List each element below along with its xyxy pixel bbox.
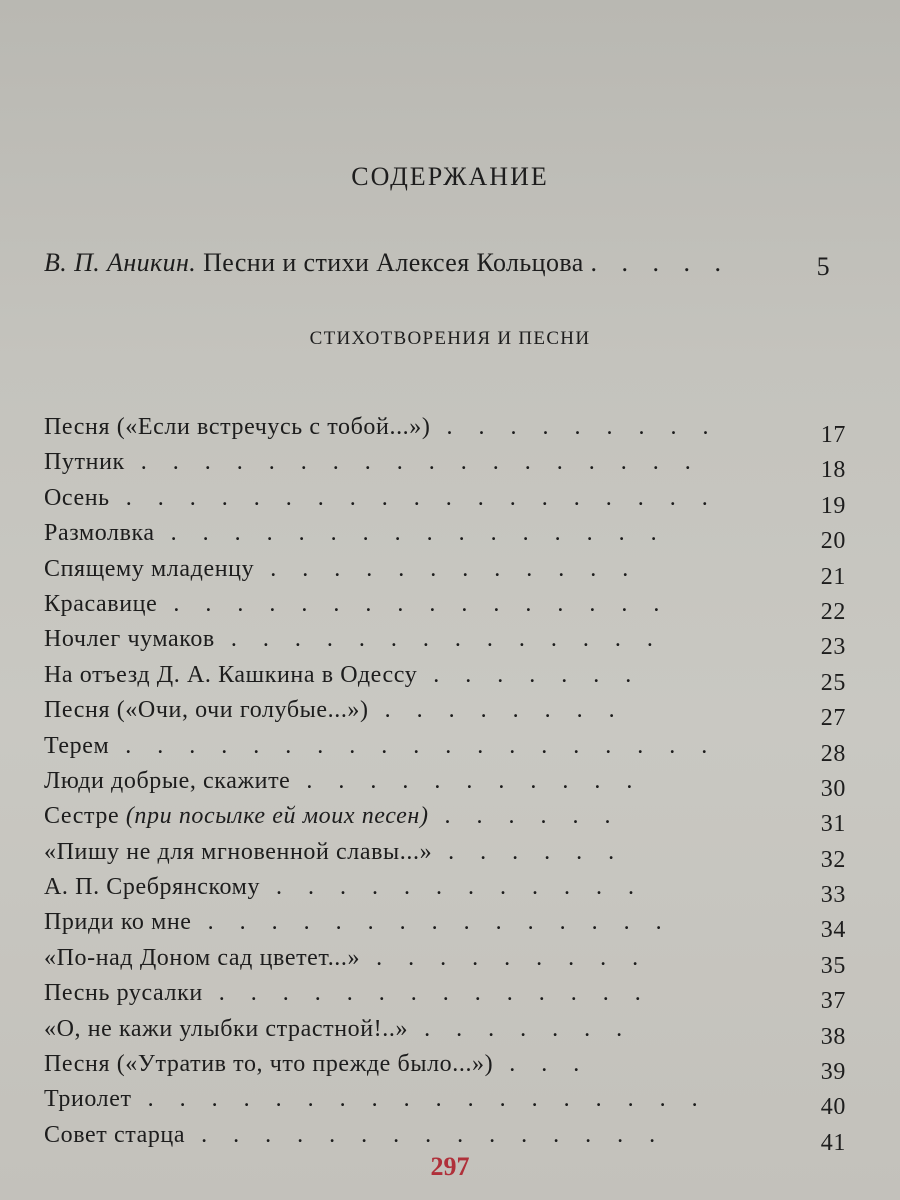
- toc-entry-title: Ночлег чумаков: [44, 626, 215, 653]
- toc-entry-title: Сестре: [44, 803, 126, 830]
- toc-entry-page-number: 35: [820, 952, 846, 979]
- toc-entry-page-number: 27: [820, 705, 846, 732]
- toc-entry-title: Путник: [44, 449, 125, 476]
- toc-entry: [44, 945, 854, 980]
- toc-entry-leader: . . . . . . . . . . . . . . . .: [157, 590, 670, 617]
- toc-entry-page-number: 23: [820, 634, 846, 661]
- toc-entry-title: «О, не кажи улыбки страстной!..»: [44, 1015, 409, 1042]
- toc-entry-leader: . . . . . . . . . . . . . . . . . .: [131, 1086, 708, 1113]
- toc-entry-leader: . . .: [493, 1051, 590, 1078]
- toc-entry-page-number: 20: [820, 528, 846, 555]
- toc-entry-leader: . . . . . .: [432, 838, 625, 865]
- toc-entry: [44, 1086, 854, 1121]
- toc-entry-page-number: 28: [820, 740, 846, 767]
- toc-entry-page-number: 31: [820, 811, 846, 838]
- toc-entry: [44, 839, 854, 874]
- toc-entry-page-number: 34: [820, 917, 846, 944]
- toc-entry-page-number: 32: [820, 846, 846, 873]
- toc-entry-page-number: 22: [820, 598, 846, 625]
- toc-entry-page-number: 39: [820, 1059, 846, 1086]
- toc-entry: [44, 697, 854, 732]
- toc-entry-leader: . . . . . . .: [417, 661, 642, 688]
- toc-entry: [44, 733, 854, 768]
- toc-entry-leader: . . . . . . . . . . . . . .: [214, 626, 663, 653]
- toc-entry: [44, 1051, 854, 1086]
- toc-entry-page-number: 19: [820, 492, 846, 519]
- toc-entry-title: Размолвка: [44, 520, 155, 547]
- toc-entry: [44, 874, 854, 909]
- toc-entry: [44, 909, 854, 944]
- toc-entry-title: А. П. Сребрянскому: [44, 874, 261, 901]
- toc-entry-title: Осень: [44, 484, 110, 511]
- toc-entry-page-number: 37: [820, 988, 846, 1015]
- toc-entry-subtitle: (при посылке ей моих песен): [125, 803, 429, 830]
- intro-author: В. П. Аникин.: [44, 248, 197, 277]
- toc-entry-page-number: 21: [820, 563, 846, 590]
- toc-entry-leader: . . . . . . . . . . . .: [254, 555, 639, 582]
- toc-entry: [44, 485, 854, 520]
- toc-entry: [44, 803, 854, 838]
- toc-entry-leader: . . . . . .: [428, 803, 621, 830]
- toc-entry-leader: . . . . . . . . .: [360, 944, 649, 971]
- folio-page-number: 297: [430, 1152, 470, 1181]
- toc-entry-leader: . . . . . . .: [408, 1015, 633, 1042]
- toc-entry-leader: . . . . . . . . . . . . . . . .: [154, 520, 667, 547]
- toc-entry-leader: . . . . . . . . . . . . . .: [202, 980, 651, 1007]
- toc-entry-page-number: 17: [820, 422, 846, 448]
- toc-entry-leader: . . . . . . . . . . . . . . . . . . .: [109, 484, 718, 511]
- intro-title: Песни и стихи Алексея Кольцова: [196, 248, 584, 277]
- toc-entry-leader: . . . . . . . .: [368, 697, 625, 724]
- toc-entry-title: На отъезд Д. А. Кашкина в Одессу: [44, 661, 418, 688]
- toc-entry: [44, 662, 854, 697]
- toc-entry-page-number: 33: [820, 882, 846, 909]
- intro-page-number: 5: [816, 252, 830, 281]
- toc-entry-title: Приди ко мне: [44, 909, 192, 936]
- toc-entry-title: Совет старца: [44, 1121, 186, 1148]
- toc-entry-title: Песнь русалки: [44, 980, 203, 1007]
- toc-entry-title: Песня («Утратив то, что прежде было...»): [44, 1051, 494, 1078]
- toc-entry-leader: . . . . . . . . .: [430, 414, 719, 440]
- toc-entry: [44, 591, 854, 626]
- toc-entry-leader: . . . . . . . . . . . . . . . . . . .: [109, 732, 718, 759]
- toc-entry: [44, 626, 854, 661]
- section-heading: СТИХОТВОРЕНИЯ И ПЕСНИ: [309, 328, 591, 349]
- toc-entry-page-number: 41: [820, 1129, 846, 1156]
- toc-entry: [44, 449, 854, 484]
- toc-entry-title: Песня («Если встречусь с тобой...»): [44, 414, 431, 440]
- toc-entry-page-number: 30: [820, 775, 846, 802]
- toc-entry-title: Люди добрые, скажите: [44, 767, 291, 794]
- page-title: СОДЕРЖАНИЕ: [351, 162, 549, 191]
- toc-entry-title: «Пишу не для мгновенной славы...»: [44, 838, 433, 865]
- toc-entry-page-number: 18: [820, 457, 846, 484]
- toc-entry-title: Терем: [44, 732, 110, 759]
- toc-entry-leader: . . . . . . . . . . . . . . .: [185, 1121, 666, 1148]
- toc-entry-leader: . . . . . . . . . . . .: [260, 874, 645, 901]
- toc-entry: [44, 1016, 854, 1051]
- toc-entry: [44, 768, 854, 803]
- toc-entry-page-number: 25: [820, 669, 846, 696]
- toc-entry: [44, 414, 854, 449]
- toc-entry-title: Песня («Очи, очи голубые...»): [44, 697, 369, 724]
- toc-entry-leader: . . . . . . . . . . .: [290, 767, 643, 794]
- toc-entry-title: Спящему младенцу: [44, 555, 255, 582]
- toc-entry-title: Красавице: [44, 590, 158, 617]
- toc-entry-page-number: 38: [820, 1023, 846, 1050]
- toc-entry: [44, 556, 854, 591]
- toc-list: [44, 414, 854, 1157]
- intro-entry: [44, 248, 844, 281]
- toc-entry-title: «По-над Доном сад цветет...»: [44, 944, 361, 971]
- intro-leader: . . . . .: [590, 248, 731, 277]
- toc-entry-page-number: 40: [820, 1094, 846, 1121]
- toc-entry: [44, 980, 854, 1015]
- toc-entry-title: Триолет: [44, 1086, 132, 1113]
- toc-entry-leader: . . . . . . . . . . . . . . .: [191, 909, 672, 936]
- toc-entry: [44, 520, 854, 555]
- toc-entry-leader: . . . . . . . . . . . . . . . . . .: [124, 449, 701, 476]
